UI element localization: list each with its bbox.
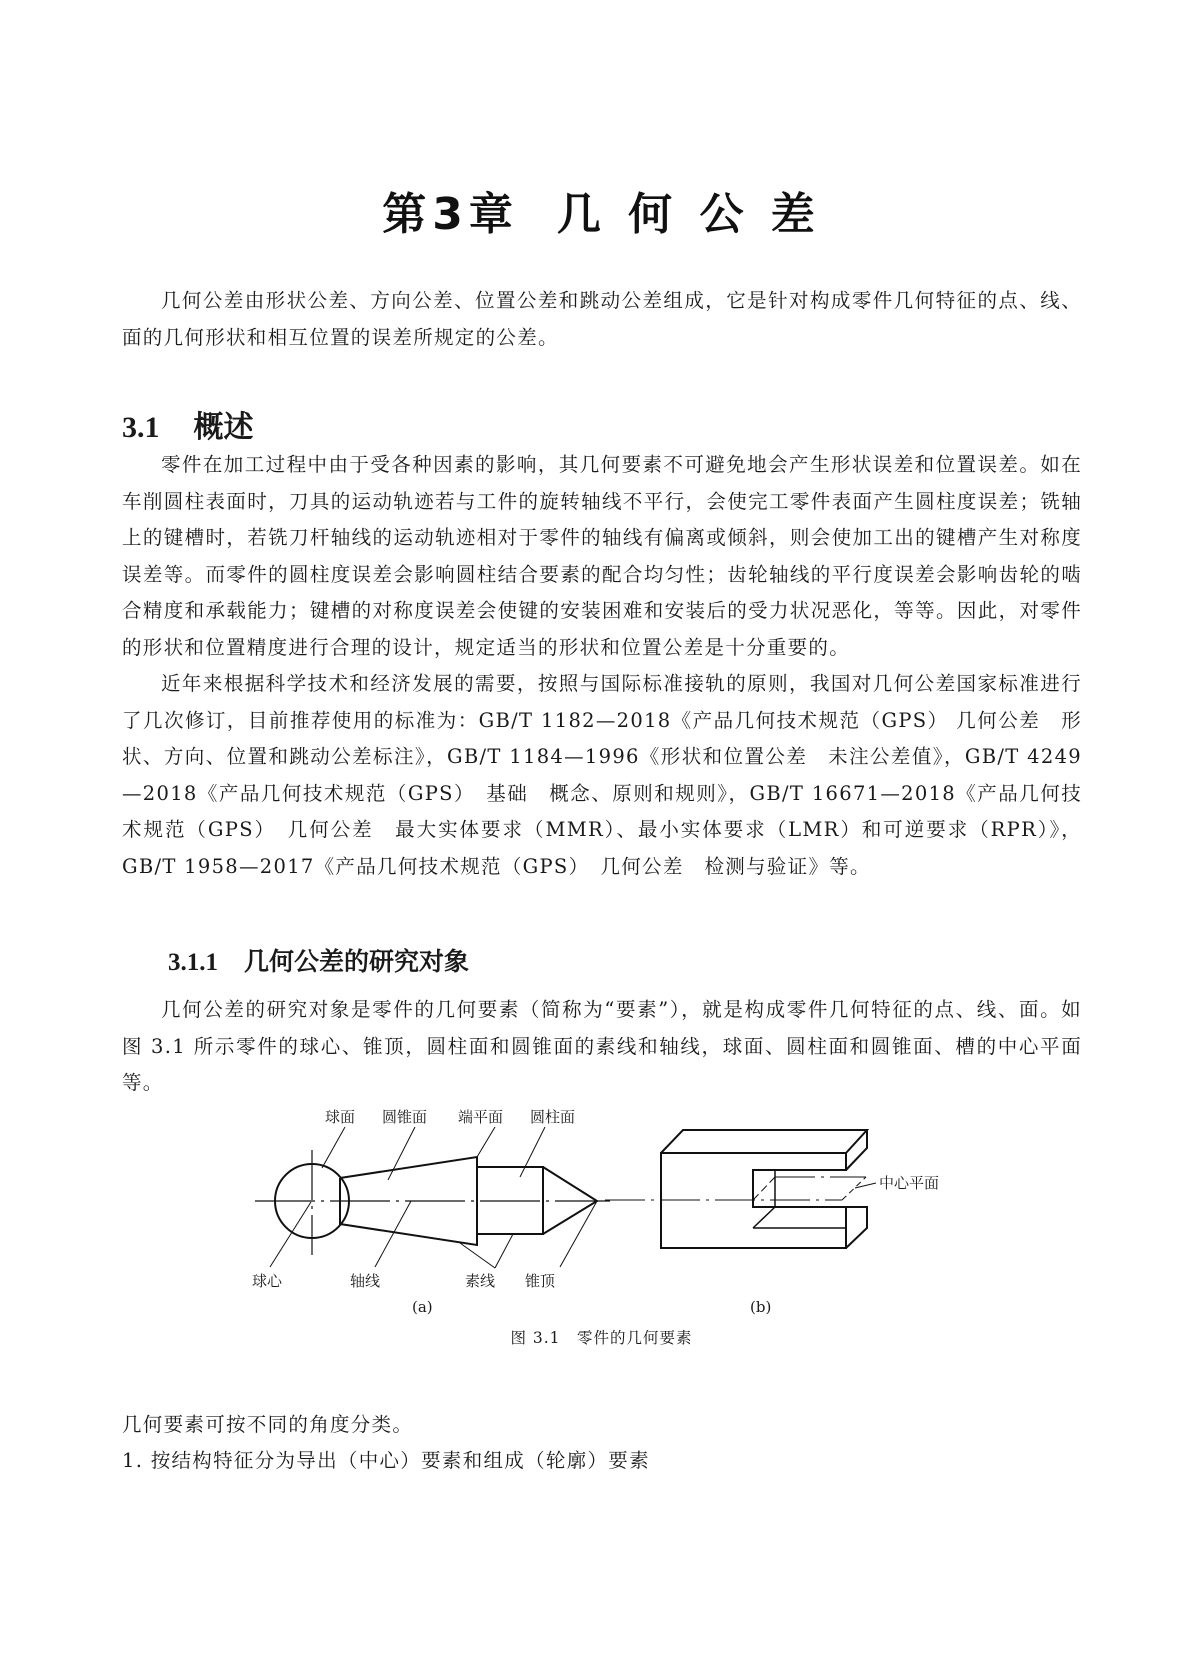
label-end-plane: 端平面 [458,1108,504,1126]
subsection-paragraph: 几何公差的研究对象是零件的几何要素（简称为“要素”），就是构成零件几何特征的点、线、面。如图 3.1 所示零件的球心、锥顶，圆柱面和圆锥面的素线和轴线，球面、圆柱面和圆锥面、槽的中心平面等。 [122,998,1082,1094]
label-center-plane: 中心平面 [879,1174,940,1192]
classification-item-1: 1. 按结构特征分为导出（中心）要素和组成（轮廓）要素 [122,1449,650,1472]
figure-b-drawing [605,1130,876,1248]
label-cone-apex: 锥顶 [525,1272,556,1290]
label-generatrix: 素线 [465,1272,496,1290]
classification-intro: 几何要素可按不同的角度分类。 [122,1413,414,1436]
label-sphere-center: 球心 [252,1272,283,1290]
section-title: 概述 [193,410,254,445]
label-axis: 轴线 [350,1272,381,1290]
subsection-number: 3.1.1 [168,949,218,976]
section-number: 3.1 [122,411,160,444]
section-paragraph: 零件在加工过程中由于受各种因素的影响，其几何要素不可避免地会产生形状误差和位置误差。如在车削圆柱表面时，刀具的运动轨迹若与工件的旋转轴线不平行，会使完工零件表面产生圆柱度误差；铣轴上的键槽时，若铣刀杆轴线的运动轨迹相对于零件的轴线有偏离或倾斜，则会使加工出的键槽产生对称度误差等。而零件的圆柱度误差会影响圆柱结合要素的配合均匀性；齿轮轴线的平行度误差会影响齿轮的啮合精度和承载能力；键槽的对称度误差会使键的安装困难和安装后的受力状况恶化，等等。因此，对零件的形状和位置精度进行合理的设计，规定适当的形状和位置公差是十分重要的。 [122,453,1082,659]
figure-caption: 图 3.1 零件的几何要素 [510,1329,693,1347]
section-paragraph: 近年来根据科学技术和经济发展的需要，按照与国际标准接轨的原则，我国对几何公差国家标准进行了几次修订，目前推荐使用的标准为：GB/T 1182—2018《产品几何技术规范（GPS） 几何公差 形状、方向、位置和跳动公差标注》，GB/T 1184—1996《形状和位置公差 未注公差值》，GB/T 4249—2018《产品几何技术规范（GPS） 基础 概念、原则和规则》，GB/T 16671—2018《产品几何技术规范（GPS） 几何公差 最大实体要求（MMR）、最小实体要求（LMR）和可逆要求（RPR）》，GB/T 1958—2017《产品几何技术规范（GPS） 几何公差 检测与验证》等。 [122,672,1082,878]
chapter-number: 第3章 [382,189,519,240]
label-sphere-surface: 球面 [325,1108,356,1126]
subsection-title: 几何公差的研究对象 [244,947,470,976]
block-top [661,1130,867,1153]
label-cone-surface: 圆锥面 [382,1108,428,1126]
intro-text: 几何公差由形状公差、方向公差、位置公差和跳动公差组成，它是针对构成零件几何特征的点、线、面的几何形状和相互位置的误差所规定的公差。 [122,289,1082,349]
chapter-name: 几 何 公 差 [556,189,821,240]
figure-b-sublabel: (b) [750,1298,772,1316]
figure-a-drawing [255,1127,610,1268]
figure-a-sublabel: (a) [412,1298,433,1316]
label-cylinder-surface: 圆柱面 [530,1108,576,1126]
center-plane [605,1177,876,1200]
leader-lines [270,1127,597,1268]
